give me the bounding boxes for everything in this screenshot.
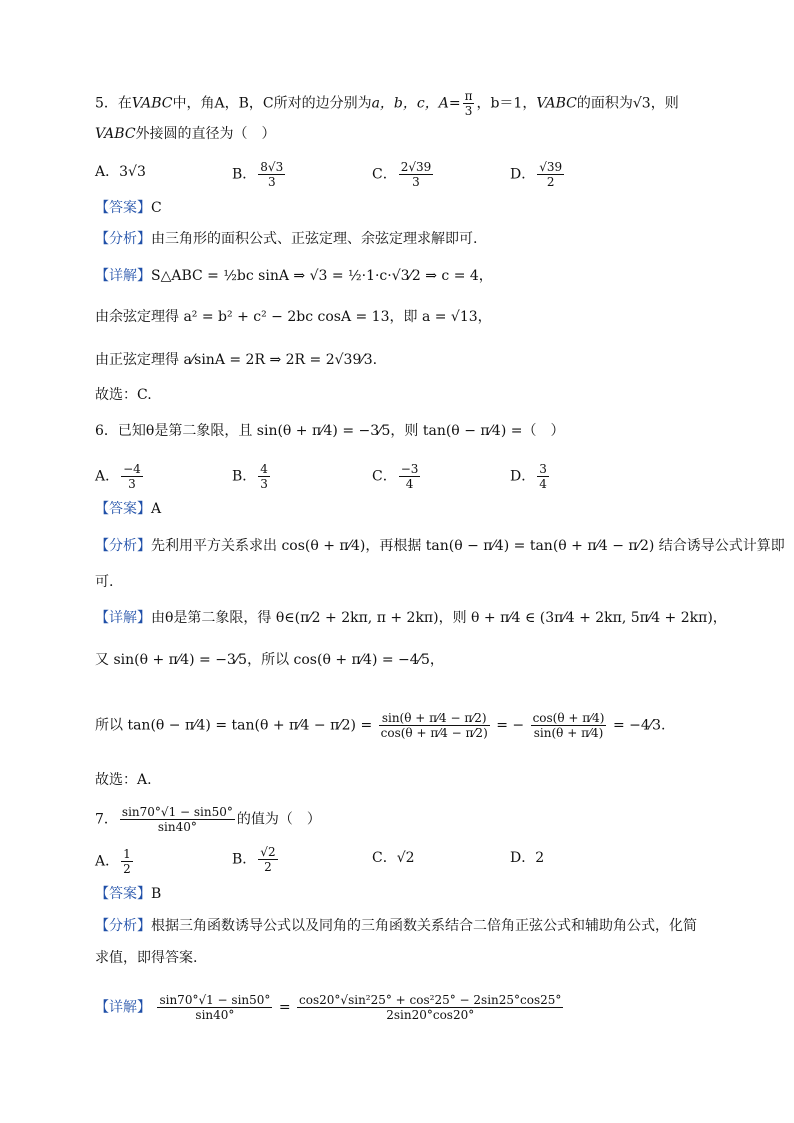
q7-analysis-1: 【分析】根据三角函数诱导公式以及同角的三角函数关系结合二倍角正弦公式和辅助角公式，化简 <box>95 918 697 934</box>
q5-triangle: VABC <box>95 126 136 142</box>
q7-stem-fraction: $\frac{\sin 70^\circ√1 - \sin 50^\circ}{\sin 40^\circ}$ <box>121 805 233 834</box>
q5-vars: a，b，c，A= <box>371 95 461 112</box>
q5-answer: 【答案】C <box>95 200 162 216</box>
q5-stem-line2 <box>95 124 276 144</box>
q6-answer: 【答案】A <box>95 501 162 517</box>
q7-detail-fraction-1: $\frac{\sin 70^\circ√1 - \sin 50^\circ}{\sin 40^\circ}$ <box>159 993 271 1022</box>
q6-detail-3: 所以 tan(θ − π⁄4) = tan(θ + π⁄4 − π⁄2) = $\frac{\sin(\theta + \pi⁄4 - \pi⁄2)}{\cos(\theta + \pi⁄4 - \pi⁄2)}$ = − $\frac{\cos(\theta + \pi⁄4)}{\sin(\theta + \pi⁄4)}$ = −4⁄3. <box>95 711 666 740</box>
answer-tag: 【答案】 <box>95 886 151 902</box>
q7-stem: 7． $\frac{\sin 70^\circ√1 - \sin 50^\circ}{\sin 40^\circ}$ 的值为（ ） <box>95 805 321 834</box>
q5-option-c: C． $\frac{2√39}{3}$ <box>372 160 432 189</box>
q6-analysis-2: 可. <box>95 574 114 590</box>
q6-detail-fraction-1: $\frac{\sin(\theta + \pi⁄4 - \pi⁄2)}{\cos(\theta + \pi⁄4 - \pi⁄2)}$ <box>380 711 488 740</box>
q5-detail-3: 由正弦定理得 a⁄sinA = 2R ⇒ 2R = 2√39⁄3. <box>95 352 378 368</box>
q6-option-b: B． $\frac{4}{3}$ <box>232 462 268 491</box>
q7-detail-fraction-2: $\frac{\text{cos20°√sin²25° + cos²25° − 2sin25°cos25°}}{2\sin 20^\circ\cos 20^\circ}$ <box>299 993 562 1022</box>
q5-text: 的面积为√3，则 <box>576 95 679 112</box>
q6-option-a: A． $\frac{-4}{3}$ <box>95 462 141 491</box>
q6-detail-2: 又 sin(θ + π⁄4) = −3⁄5，所以 cos(θ + π⁄4) = −4⁄5， <box>95 652 444 668</box>
answer-tag: 【答案】 <box>95 501 151 517</box>
q5-option-a: A．3√3 <box>95 164 146 180</box>
q5-choose: 故选：C. <box>95 387 152 403</box>
q6-analysis-1: 【分析】先利用平方关系求出 cos(θ + π⁄4)，再根据 tan(θ − π⁄4) = tan(θ + π⁄4 − π⁄2) 结合诱导公式计算即 <box>95 538 785 554</box>
q5-text: ，b＝1， <box>476 95 537 112</box>
q5-triangle: VABC <box>131 95 173 112</box>
q6-stem: 6．已知θ是第二象限，且 sin(θ + π⁄4) = −3⁄5，则 tan(θ − π⁄4) =（ ） <box>95 423 565 439</box>
q5-text: 外接圆的直径为（ ） <box>135 126 276 142</box>
detail-tag: 【详解】 <box>95 999 151 1016</box>
q7-option-d: D．2 <box>510 850 545 866</box>
q7-option-c: C．√2 <box>372 850 415 866</box>
q5-option-b: B． $\frac{8√3}{3}$ <box>232 160 284 189</box>
q5-detail-2: 由余弦定理得 a² = b² + c² − 2bc cosA = 13，即 a = √13， <box>95 309 492 325</box>
q5-stem-line1 <box>95 89 679 118</box>
q5-option-d: D． $\frac{√39}{2}$ <box>510 160 563 189</box>
detail-tag: 【详解】 <box>95 268 151 284</box>
q7-analysis-2: 求值，即得答案. <box>95 950 198 966</box>
q6-option-c: C． $\frac{-3}{4}$ <box>372 462 419 491</box>
q5-frac-pi-3: $\frac{\pi}{3}$ <box>464 89 473 118</box>
q6-detail-fraction-2: $\frac{\cos(\theta + \pi⁄4)}{\sin(\theta + \pi⁄4)}$ <box>532 711 605 740</box>
analysis-tag: 【分析】 <box>95 918 151 934</box>
q7-detail: 【详解】 $\frac{\sin 70^\circ√1 - \sin 50^\circ}{\sin 40^\circ}$ = $\frac{\text{cos20°√sin²25° + cos²25° − 2sin25°cos25°}}{2\sin 20^\circ\cos 20^\circ}$ <box>95 993 562 1022</box>
q7-option-b: B． $\frac{√2}{2}$ <box>232 845 276 874</box>
detail-tag: 【详解】 <box>95 610 151 626</box>
q6-option-d: D． $\frac{3}{4}$ <box>510 462 547 491</box>
q5-detail-1: 【详解】S△ABC = ½bc sinA ⇒ √3 = ½·1·c·√3⁄2 ⇒ c = 4， <box>95 268 493 284</box>
q5-text: 中，角A，B，C所对的边分别为 <box>172 95 372 112</box>
q5-text: 5．在 <box>95 95 132 112</box>
q5-analysis: 【分析】由三角形的面积公式、正弦定理、余弦定理求解即可. <box>95 231 478 247</box>
answer-tag: 【答案】 <box>95 200 151 216</box>
q7-answer: 【答案】B <box>95 886 162 902</box>
q6-choose: 故选：A. <box>95 772 152 788</box>
q7-option-a: A． $\frac{1}{2}$ <box>95 847 131 876</box>
q5-triangle: VABC <box>536 95 577 112</box>
q6-detail-1: 【详解】由θ是第二象限，得 θ∈(π⁄2 + 2kπ, π + 2kπ)，则 θ + π⁄4 ∈ (3π⁄4 + 2kπ, 5π⁄4 + 2kπ)， <box>95 610 727 626</box>
analysis-tag: 【分析】 <box>95 538 151 554</box>
analysis-tag: 【分析】 <box>95 231 151 247</box>
